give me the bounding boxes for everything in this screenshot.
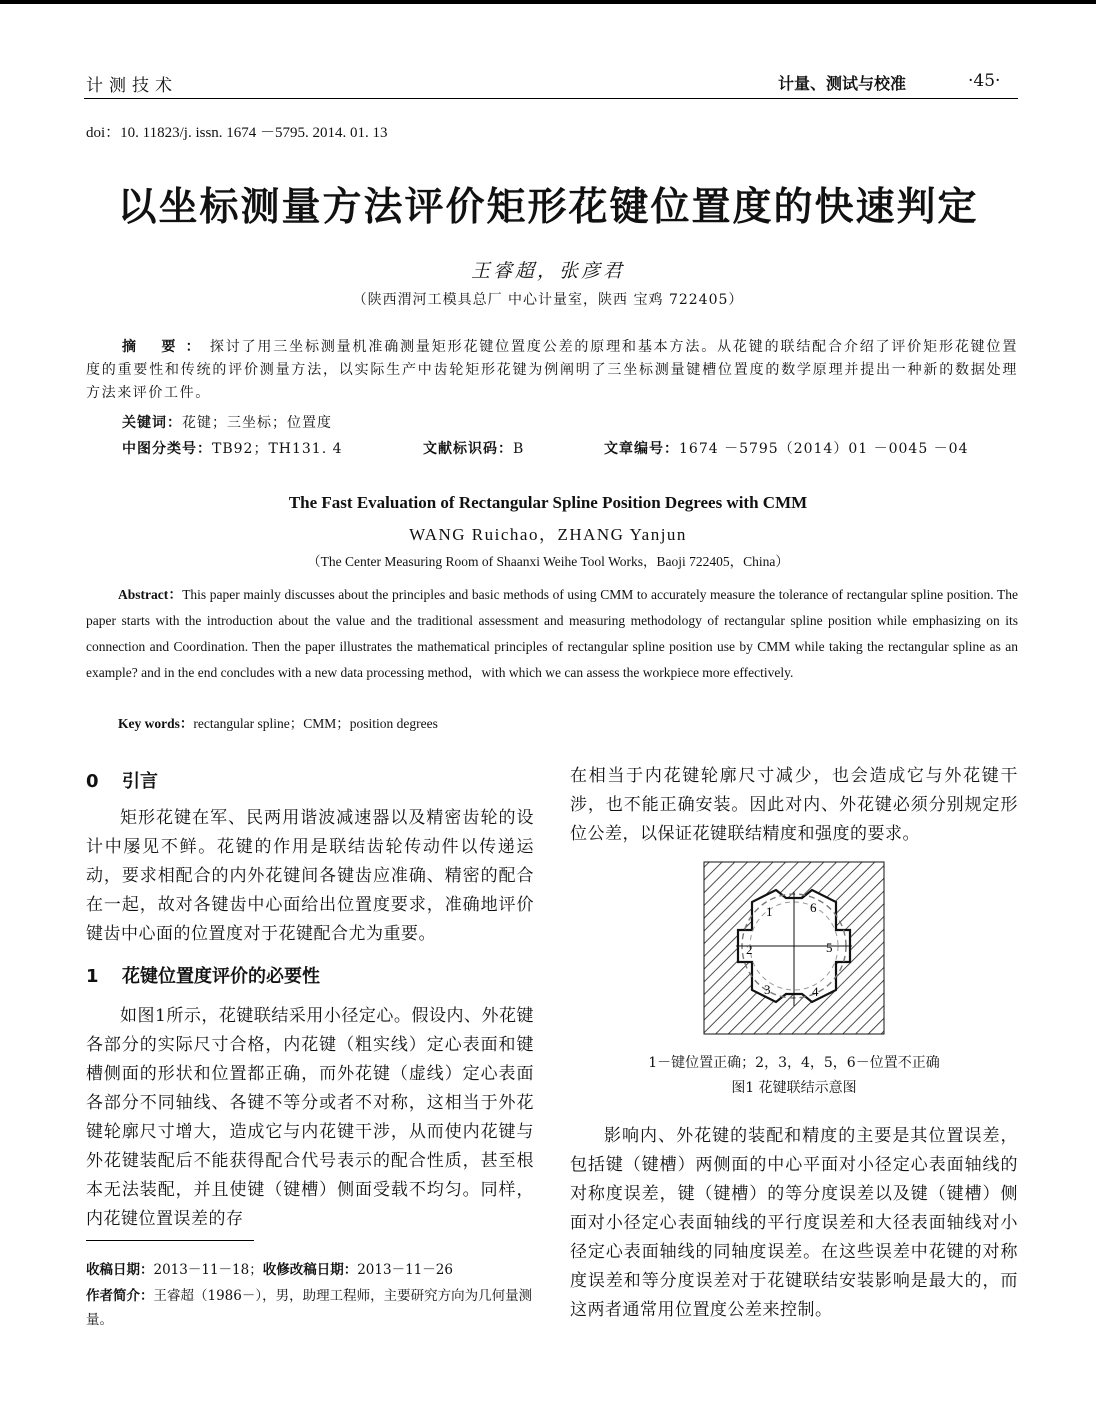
section-1-paragraph: 如图1所示，花键联结采用小径定心。假设内、外花键各部分的实际尺寸合格，内花键（粗实线）定心表面和键槽侧面的形状和位置都正确，而外花键（虚线）定心表面各部分不同轴线、各键不等分或者不对称，这相当于外花键轮廓尺寸增大，造成它与内花键干涉，从而使内花键与外花键装配后不能获得配合代号表示的配合性质，甚至根本无法装配，并且使键（键槽）侧面受载不均匀。同样，内花键位置误差的存 — [86, 1006, 534, 1229]
right-column-bottom — [570, 1122, 1018, 1325]
top-border — [0, 0, 1096, 4]
fig-label-1: 1 — [766, 904, 773, 919]
fig-label-4: 4 — [812, 984, 819, 999]
doi: doi：10. 11823/j. issn. 1674 －5795. 2014. 01. 13 — [86, 125, 388, 141]
section-0-number: 0 — [86, 771, 99, 792]
right-column-top — [570, 762, 1018, 849]
footnote-author — [86, 1284, 534, 1332]
section-0-body — [86, 804, 534, 949]
section-1-title: 花键位置度评价的必要性 — [122, 966, 320, 987]
section-0-heading — [86, 767, 158, 793]
figure-caption: 图1 花键联结示意图 — [731, 1080, 857, 1096]
header-rule — [84, 98, 1018, 99]
figure-legend: 1－键位置正确；2，3，4，5，6－位置不正确 — [648, 1055, 940, 1071]
keywords-cn-label: 关键词： — [122, 415, 182, 431]
right-paragraph-2: 影响内、外花键的装配和精度的主要是其位置误差，包括键（键槽）两侧面的中心平面对小径定心表面轴线的对称度误差，键（键槽）的等分度误差以及键（键槽）侧面对小径定心表面轴线的平行度误差和大径表面轴线对小径定心表面轴线的同轴度误差。在这些误差中花键的对称度误差和等分度误差对于花键联结安装影响是最大的，而这两者通常用位置度公差来控制。 — [570, 1126, 1018, 1320]
spline-diagram — [700, 858, 890, 1038]
article-label: 文章编号： — [604, 441, 679, 457]
abstract-cn-text: 探讨了用三坐标测量机准确测量矩形花键位置度公差的原理和基本方法。从花键的联结配合介绍了评价矩形花键位置度的重要性和传统的评价测量方法，以实际生产中齿轮矩形花键为例阐明了三坐标测量键槽位置度的数学原理并提出一种新的数据处理方法来评价工件。 — [86, 339, 1018, 401]
fig-label-2: 2 — [746, 942, 753, 957]
authors: 王睿超，张彦君 — [470, 260, 625, 282]
english-title: The Fast Evaluation of Rectangular Spline Position Degrees with CMM — [288, 493, 808, 512]
section-1-body — [86, 1002, 534, 1234]
keywords-cn — [122, 412, 332, 432]
figure-1 — [700, 858, 890, 1038]
journal-name: 计测技术 — [86, 76, 178, 96]
paper-title: 以坐标测量方法评价矩形花键位置度的快速判定 — [117, 185, 979, 230]
doc-label: 文献标识码： — [423, 441, 513, 457]
footnote-rule — [86, 1240, 254, 1241]
author-bio-text: 王睿超（1986－），男，助理工程师，主要研究方向为几何量测量。 — [86, 1288, 533, 1328]
section-0-title: 引言 — [122, 771, 158, 792]
right-paragraph-1: 在相当于内花键轮廓尺寸减少，也会造成它与外花键干涉，也不能正确安装。因此对内、外花键必须分别规定形位公差，以保证花键联结精度和强度的要求。 — [570, 766, 1018, 844]
author-bio-label: 作者简介： — [86, 1288, 154, 1304]
keywords-cn-text: 花键；三坐标；位置度 — [182, 415, 332, 431]
fig-label-6: 6 — [810, 900, 817, 915]
clc-number — [122, 438, 343, 458]
english-authors: WANG Ruichao，ZHANG Yanjun — [409, 525, 687, 544]
received-label: 收稿日期： — [86, 1262, 154, 1278]
revised-label: 收修改稿日期： — [262, 1262, 358, 1278]
received-date: 2013－11－18； — [153, 1262, 263, 1278]
abstract-cn-label: 摘 要： — [122, 339, 210, 355]
keywords-en — [118, 712, 438, 732]
keywords-en-label: Key words： — [118, 716, 194, 731]
affiliation: （陕西渭河工模具总厂 中心计量室，陕西 宝鸡 722405） — [352, 292, 744, 308]
section-1-number: 1 — [86, 966, 99, 987]
document-code — [423, 438, 524, 458]
revised-date: 2013－11－26 — [357, 1262, 453, 1278]
doc-value: B — [513, 441, 525, 457]
article-value: 1674 －5795（2014）01 －0045 －04 — [679, 441, 969, 457]
article-number — [604, 438, 969, 458]
abstract-en-label: Abstract： — [118, 587, 183, 602]
abstract-cn — [86, 336, 1018, 405]
keywords-en-text: rectangular spline；CMM；position degrees — [193, 716, 438, 731]
page-number: ·45· — [968, 71, 1001, 91]
section-1-heading — [86, 962, 320, 988]
clc-label: 中图分类号： — [122, 441, 212, 457]
fig-label-5: 5 — [826, 940, 833, 955]
abstract-en — [86, 582, 1018, 686]
clc-value: TB92；TH131. 4 — [212, 441, 343, 457]
section-0-paragraph: 矩形花键在军、民两用谐波减速器以及精密齿轮的设计中屡见不鲜。花键的作用是联结齿轮传动件以传递运动，要求相配合的内外花键间各键齿应准确、精密的配合在一起，故对各键齿中心面给出位置度要求，准确地评价键齿中心面的位置度对于花键配合尤为重要。 — [86, 808, 534, 944]
fig-label-3: 3 — [764, 982, 771, 997]
footnote-dates — [86, 1258, 534, 1282]
abstract-en-text: This paper mainly discusses about the principles and basic methods of using CMM to accurately measure the tolerance of rectangular spline position. The paper starts with the introduction about the value and the traditional assessment and measuring methodology of rectangular spline position while emphasizing on its connection and Coordination. Then the paper illustrates the mathematical principles of rectangular spline position use by CMM while taking the rectangular spline as an example? and in the end concludes with a new data processing method，with which we can assess the workpiece more effectively. — [86, 587, 1018, 680]
column-name: 计量、测试与校准 — [778, 74, 907, 93]
english-affiliation: （The Center Measuring Room of Shaanxi Weihe Tool Works，Baoji 722405，China） — [307, 554, 789, 569]
